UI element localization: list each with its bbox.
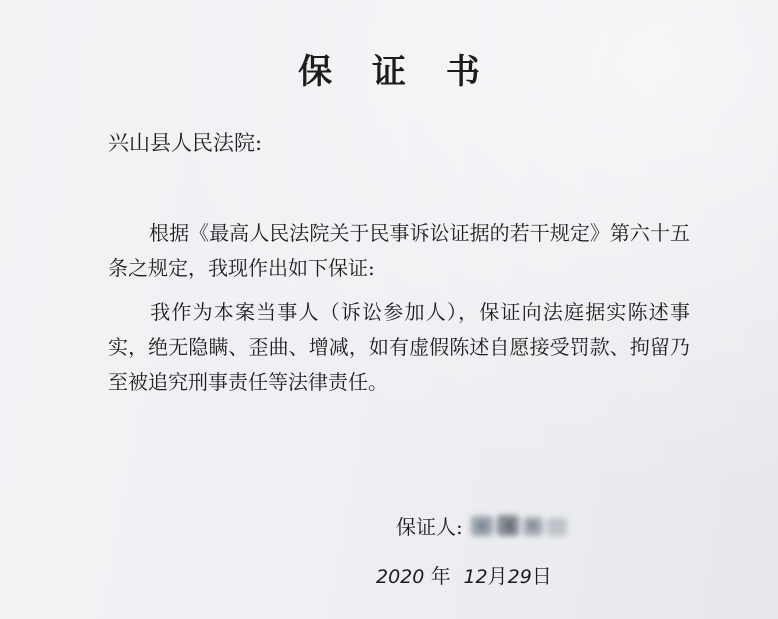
blurred-signature-graphic [467, 510, 573, 540]
date-year-unit: 年 [430, 564, 451, 588]
paragraph-guarantee-text: 我作为本案当事人（诉讼参加人），保证向法庭据实陈述事实，绝无隐瞒、歪曲、增减，如有虚假陈述自愿接受罚款、拘留乃至被追究刑事责任等法律责任。 [108, 300, 690, 394]
paragraph-guarantee [108, 295, 690, 400]
date-year: 2020 [376, 566, 425, 588]
signature-line [396, 510, 573, 540]
paragraph-regulation [108, 216, 690, 286]
guarantor-label: 保证人: [396, 514, 463, 539]
document-title: 保 证 书 [298, 52, 494, 92]
date-month: 12 [463, 566, 488, 588]
addressee: 兴山县人民法院: [108, 131, 263, 155]
redacted-signature [467, 510, 573, 540]
paragraph-regulation-text: 根据《最高人民法院关于民事诉讼证据的若干规定》第六十五条之规定，我现作出如下保证: [108, 221, 690, 280]
signature-date [376, 560, 552, 589]
date-day-unit: 日 [531, 564, 552, 588]
date-month-unit: 月 [487, 564, 508, 588]
date-day: 29 [507, 566, 532, 588]
